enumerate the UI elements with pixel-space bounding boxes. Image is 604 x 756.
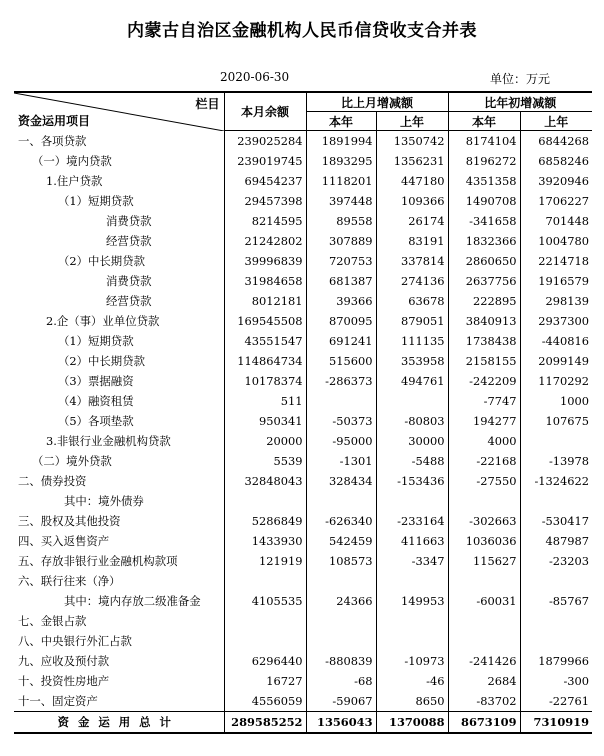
table-row	[14, 531, 592, 551]
cell-month-last: 337814	[376, 251, 448, 271]
cell-month-this: 691241	[306, 331, 376, 351]
cell-month-this: 397448	[306, 191, 376, 211]
table-row	[14, 431, 592, 451]
cell-month-this: 542459	[306, 531, 376, 551]
table-row	[14, 391, 592, 411]
table-row	[14, 251, 592, 271]
row-label: 六、联行往来（净）	[14, 571, 224, 591]
cell-month-last: 26174	[376, 211, 448, 231]
cell-year-this: 8196272	[448, 151, 520, 171]
row-label: （一）境内贷款	[14, 151, 224, 171]
cell-balance: 5286849	[224, 511, 306, 531]
cell-month-last: 1356231	[376, 151, 448, 171]
row-label: 八、中央银行外汇占款	[14, 631, 224, 651]
cell-year-last: 6844268	[538, 134, 590, 148]
table-row	[14, 411, 592, 431]
cell-balance: 6296440	[224, 651, 306, 671]
table-row	[14, 191, 592, 211]
cell-balance	[224, 571, 306, 591]
row-label: 一、各项贷款	[14, 131, 224, 152]
cell-month-last	[376, 631, 448, 651]
header-diagonal-cell	[14, 92, 224, 131]
cell-year-this	[448, 491, 520, 511]
total-balance: 289585252	[224, 712, 306, 734]
table-row	[14, 451, 592, 471]
cell-month-last: 447180	[376, 171, 448, 191]
cell-month-last: -80803	[376, 411, 448, 431]
cell-year-this	[448, 611, 520, 631]
report-title: 内蒙古自治区金融机构人民币信贷收支合并表	[127, 21, 477, 41]
cell-balance: 114864734	[224, 351, 306, 371]
cell-month-last: -153436	[376, 471, 448, 491]
cell-balance: 239025284	[224, 131, 306, 152]
table-row	[14, 151, 592, 171]
row-label: （5）各项垫款	[14, 411, 224, 431]
cell-year-last: 2099149	[538, 354, 590, 368]
cell-month-this: 515600	[306, 351, 376, 371]
cell-year-last: 1706227	[538, 194, 590, 208]
cell-month-last: 109366	[376, 191, 448, 211]
table-row	[14, 331, 592, 351]
cell-year-this: 194277	[448, 411, 520, 431]
cell-month-this	[306, 571, 376, 591]
cell-month-this: 681387	[306, 271, 376, 291]
cell-year-last: 2214718	[538, 254, 590, 268]
total-month-last: 1370088	[376, 712, 448, 734]
cell-balance: 21242802	[224, 231, 306, 251]
table-row	[14, 611, 592, 631]
table-row	[14, 171, 592, 191]
header-lanmu: 栏目	[195, 97, 220, 111]
cell-year-last: -23203	[548, 554, 590, 568]
cell-balance: 4556059	[224, 691, 306, 712]
cell-month-last: 8650	[376, 691, 448, 712]
cell-year-last	[520, 571, 592, 591]
cell-year-this: 1738438	[448, 331, 520, 351]
cell-year-this: 115627	[448, 551, 520, 571]
cell-year-this: 4000	[448, 431, 520, 451]
cell-year-this: 1832366	[448, 231, 520, 251]
cell-year-this: 2158155	[448, 351, 520, 371]
cell-year-this	[448, 631, 520, 651]
cell-month-this: 108573	[306, 551, 376, 571]
cell-year-last: 298139	[545, 294, 590, 308]
row-label: 经营贷款	[14, 291, 224, 311]
cell-month-this	[306, 491, 376, 511]
cell-year-last: 1916579	[538, 274, 590, 288]
table-row	[14, 511, 592, 531]
table-row	[14, 651, 592, 671]
cell-balance: 10178374	[224, 371, 306, 391]
cell-year-this: 4351358	[448, 171, 520, 191]
row-label: 九、应收及预付款	[14, 651, 224, 671]
cell-year-last	[520, 431, 592, 451]
row-label: 七、金银占款	[14, 611, 224, 631]
cell-month-last: 353958	[376, 351, 448, 371]
total-month-this: 1356043	[306, 712, 376, 734]
cell-balance: 29457398	[224, 191, 306, 211]
total-row	[14, 712, 592, 734]
cell-balance	[224, 491, 306, 511]
cell-month-last: 411663	[376, 531, 448, 551]
cell-month-this: -68	[306, 671, 376, 691]
cell-year-this: 1036036	[448, 531, 520, 551]
cell-month-this	[306, 631, 376, 651]
cell-year-this: -27550	[448, 471, 520, 491]
cell-month-last: -5488	[376, 451, 448, 471]
header-balance: 本月余额	[224, 92, 306, 131]
cell-year-last	[520, 611, 592, 631]
cell-year-this: -241426	[448, 651, 520, 671]
cell-year-this: 2637756	[448, 271, 520, 291]
table-row	[14, 551, 592, 571]
row-label: 十、投资性房地产	[14, 671, 224, 691]
cell-month-this: 89558	[306, 211, 376, 231]
row-label: 1.住户贷款	[14, 171, 224, 191]
row-label: 十一、固定资产	[14, 691, 224, 712]
cell-balance: 121919	[224, 551, 306, 571]
total-label: 资金运用总计	[14, 712, 224, 734]
row-label: （4）融资租赁	[14, 391, 224, 411]
header-vs-last-month: 比上月增减额	[306, 92, 448, 112]
cell-month-this	[306, 611, 376, 631]
cell-year-last: 1170292	[538, 374, 590, 388]
cell-year-last: 107675	[545, 414, 590, 428]
header-vs-year-start: 比年初增减额	[448, 92, 592, 112]
cell-month-last: 63678	[376, 291, 448, 311]
cell-year-this: -341658	[448, 211, 520, 231]
table-row	[14, 291, 592, 311]
cell-month-this: -59067	[306, 691, 376, 712]
row-label: 消费贷款	[14, 271, 224, 291]
row-label: （2）中长期贷款	[14, 351, 224, 371]
cell-year-last: 701448	[545, 214, 590, 228]
cell-year-last: 1879966	[538, 654, 590, 668]
cell-year-this: -83702	[448, 691, 520, 712]
total-year-last: 7310919	[520, 712, 592, 734]
row-label: 3.非银行业金融机构贷款	[14, 431, 224, 451]
cell-month-last: -46	[376, 671, 448, 691]
cell-balance: 20000	[224, 431, 306, 451]
report-date: 2020-06-30	[220, 70, 290, 84]
cell-year-last: 1000	[560, 394, 590, 408]
cell-year-last: -300	[563, 674, 590, 688]
unit-label: 单位：万元	[490, 72, 551, 86]
row-label: 五、存放非银行业金融机构款项	[14, 551, 224, 571]
cell-year-this: -302663	[448, 511, 520, 531]
total-year-this: 8673109	[448, 712, 520, 734]
cell-balance: 31984658	[224, 271, 306, 291]
cell-year-last: 6858246	[538, 154, 590, 168]
cell-year-this: 8174104	[448, 131, 520, 152]
table-row	[14, 131, 592, 152]
cell-year-last: 487987	[545, 534, 590, 548]
row-label: （二）境外贷款	[14, 451, 224, 471]
cell-year-last: 3920946	[538, 174, 590, 188]
cell-balance: 32848043	[224, 471, 306, 491]
cell-balance: 8214595	[224, 211, 306, 231]
table-row	[14, 471, 592, 491]
table-body	[14, 131, 592, 712]
cell-month-last: 274136	[376, 271, 448, 291]
cell-month-this	[306, 391, 376, 411]
row-label: 四、买入返售资产	[14, 531, 224, 551]
cell-year-this: -242209	[448, 371, 520, 391]
table-row	[14, 371, 592, 391]
cell-balance: 511	[224, 391, 306, 411]
cell-month-last: 83191	[376, 231, 448, 251]
cell-month-last: 149953	[376, 591, 448, 611]
table-row	[14, 571, 592, 591]
cell-month-last	[376, 611, 448, 631]
cell-month-last: 111135	[376, 331, 448, 351]
header-this-year-2: 本年	[448, 112, 520, 131]
cell-balance: 16727	[224, 671, 306, 691]
cell-year-last	[520, 491, 592, 511]
cell-balance: 4105535	[224, 591, 306, 611]
cell-year-last	[520, 631, 592, 651]
cell-year-this: -7747	[448, 391, 520, 411]
cell-month-this: 307889	[306, 231, 376, 251]
table-row	[14, 211, 592, 231]
cell-year-this: 1490708	[448, 191, 520, 211]
cell-year-this: -22168	[448, 451, 520, 471]
cell-year-this: 2860650	[448, 251, 520, 271]
cell-year-this: 2684	[448, 671, 520, 691]
cell-balance: 43551547	[224, 331, 306, 351]
cell-year-this	[448, 571, 520, 591]
cell-year-last: 1004780	[538, 234, 590, 248]
cell-month-last: -3347	[376, 551, 448, 571]
cell-year-this: 3840913	[448, 311, 520, 331]
table-row	[14, 691, 592, 712]
cell-month-last: 494761	[376, 371, 448, 391]
cell-month-this: 720753	[306, 251, 376, 271]
cell-year-last: -22761	[548, 694, 590, 708]
cell-year-last: -1324622	[534, 474, 590, 488]
cell-month-last: 1350742	[376, 131, 448, 152]
row-label: （2）中长期贷款	[14, 251, 224, 271]
row-label: 2.企（事）业单位贷款	[14, 311, 224, 331]
cell-balance: 169545508	[224, 311, 306, 331]
row-label: 消费贷款	[14, 211, 224, 231]
row-label: （1）短期贷款	[14, 191, 224, 211]
cell-balance: 69454237	[224, 171, 306, 191]
cell-month-this: -50373	[306, 411, 376, 431]
header-last-year-2: 上年	[520, 112, 592, 131]
cell-month-this: 1891994	[306, 131, 376, 152]
cell-balance: 39996839	[224, 251, 306, 271]
cell-year-last: -13978	[548, 454, 590, 468]
cell-month-last: 879051	[376, 311, 448, 331]
cell-balance: 5539	[224, 451, 306, 471]
cell-year-this: 222895	[448, 291, 520, 311]
row-label: 三、股权及其他投资	[14, 511, 224, 531]
table-row	[14, 591, 592, 611]
cell-month-this: 1893295	[306, 151, 376, 171]
table-row	[14, 671, 592, 691]
cell-month-this: 24366	[306, 591, 376, 611]
cell-month-this: -286373	[306, 371, 376, 391]
row-label: （3）票据融资	[14, 371, 224, 391]
cell-year-last: -85767	[548, 594, 590, 608]
credit-table	[14, 91, 592, 734]
cell-month-last	[376, 391, 448, 411]
table-row	[14, 351, 592, 371]
cell-month-this: 870095	[306, 311, 376, 331]
cell-balance: 1433930	[224, 531, 306, 551]
header-last-year-1: 上年	[376, 112, 448, 131]
cell-month-this: -880839	[306, 651, 376, 671]
cell-balance	[224, 631, 306, 651]
row-label: 其中：境内存放二级准备金	[14, 591, 224, 611]
cell-year-last: -530417	[541, 514, 590, 528]
cell-balance: 8012181	[224, 291, 306, 311]
cell-month-this: -626340	[306, 511, 376, 531]
table-row	[14, 311, 592, 331]
table-row	[14, 271, 592, 291]
cell-year-last: -440816	[541, 334, 590, 348]
table-row	[14, 631, 592, 651]
row-label: （1）短期贷款	[14, 331, 224, 351]
header-item: 资金运用项目	[18, 113, 91, 128]
cell-month-last	[376, 491, 448, 511]
cell-month-this: 1118201	[306, 171, 376, 191]
cell-balance: 239019745	[224, 151, 306, 171]
header-this-year-1: 本年	[306, 112, 376, 131]
row-label: 其中：境外债券	[14, 491, 224, 511]
cell-balance	[224, 611, 306, 631]
cell-balance: 950341	[224, 411, 306, 431]
cell-month-last: 30000	[376, 431, 448, 451]
cell-month-last	[376, 571, 448, 591]
cell-year-last: 2937300	[538, 314, 590, 328]
cell-month-this: -95000	[306, 431, 376, 451]
cell-month-this: 328434	[306, 471, 376, 491]
row-label: 二、债券投资	[14, 471, 224, 491]
cell-year-this: -60031	[448, 591, 520, 611]
table-row	[14, 491, 592, 511]
cell-month-last: -10973	[376, 651, 448, 671]
cell-month-this: -1301	[306, 451, 376, 471]
cell-month-this: 39366	[306, 291, 376, 311]
cell-month-last: -233164	[376, 511, 448, 531]
row-label: 经营贷款	[14, 231, 224, 251]
table-row	[14, 231, 592, 251]
